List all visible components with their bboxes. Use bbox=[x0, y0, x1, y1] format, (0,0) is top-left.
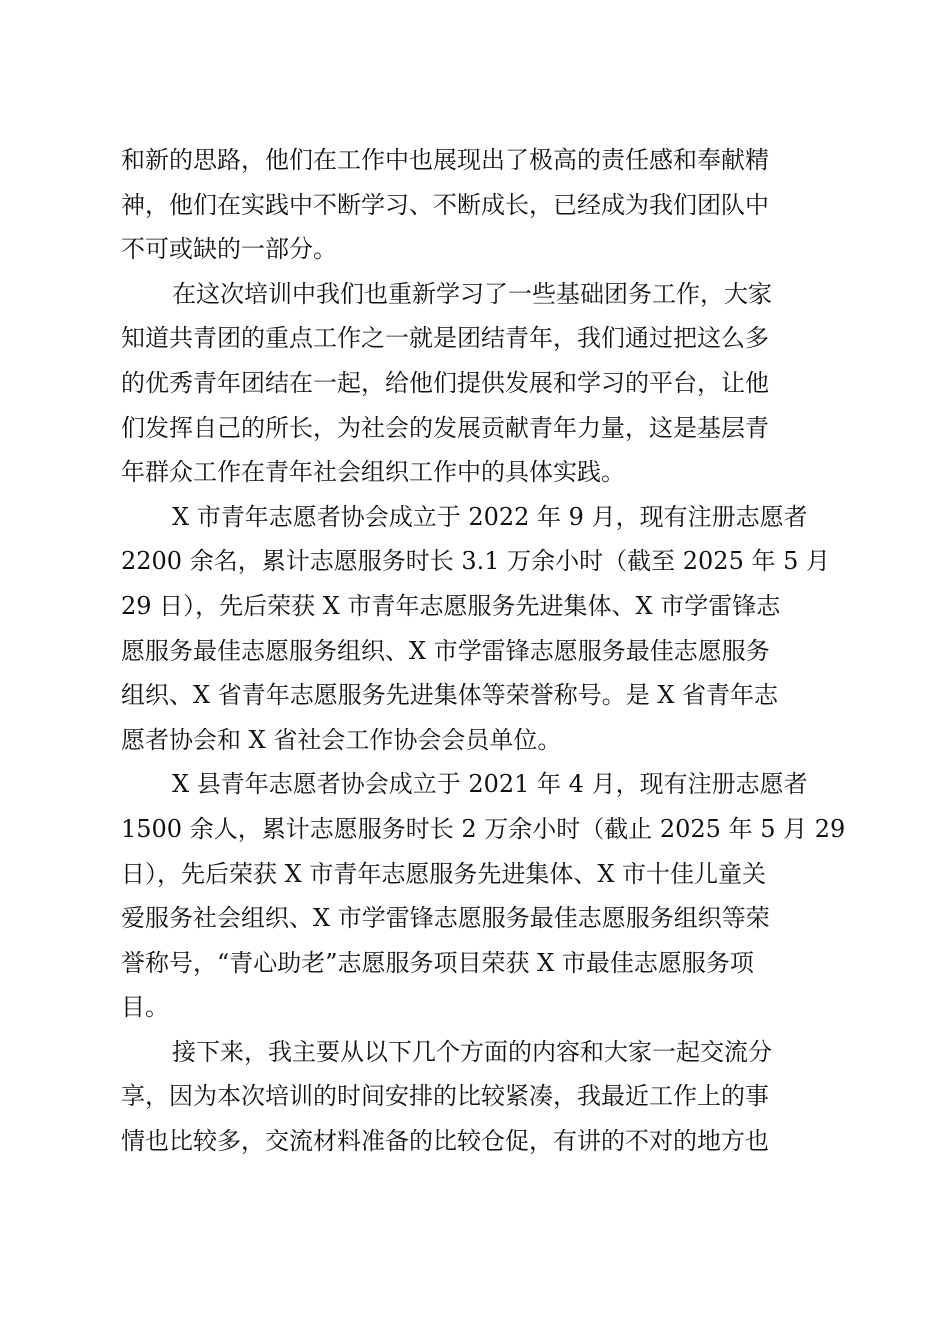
paragraph-1 bbox=[121, 138, 825, 272]
paragraph-line: 不可或缺的一部分。 bbox=[121, 235, 337, 264]
paragraph-line: 知道共青团的重点工作之一就是团结青年，我们通过把这么多 bbox=[121, 324, 769, 353]
paragraph-line: 1500 余人，累计志愿服务时长 2 万余小时（截止 2025 年 5 月 29 bbox=[121, 814, 846, 843]
paragraph-first-line: X 县青年志愿者协会成立于 2021 年 4 月，现有注册志愿者 bbox=[172, 770, 808, 799]
paragraph-line: 目。 bbox=[121, 993, 169, 1022]
paragraph-line: 愿服务最佳志愿服务组织、X 市学雷锋志愿服务最佳志愿服务 bbox=[121, 636, 770, 665]
paragraph-first-line: 在这次培训中我们也重新学习了一些基础团务工作，大家 bbox=[172, 279, 772, 308]
paragraph-5 bbox=[121, 1030, 825, 1164]
paragraph-first-line: X 市青年志愿者协会成立于 2022 年 9 月，现有注册志愿者 bbox=[172, 502, 808, 531]
paragraph-line: 和新的思路，他们在工作中也展现出了极高的责任感和奉献精 bbox=[121, 146, 769, 174]
paragraph-line: 日），先后荣获 X 市青年志愿服务先进集体、X 市十佳儿童关 bbox=[121, 859, 767, 888]
paragraph-line: 年群众工作在青年社会组织工作中的具体实践。 bbox=[121, 458, 625, 487]
paragraph-4 bbox=[121, 762, 846, 1030]
paragraph-line: 誉称号，“青心助老”志愿服务项目荣获 X 市最佳志愿服务项 bbox=[121, 948, 754, 977]
paragraph-line: 的优秀青年团结在一起，给他们提供发展和学习的平台，让他 bbox=[121, 368, 769, 397]
paragraph-2 bbox=[121, 272, 825, 495]
document-body bbox=[121, 138, 846, 1164]
paragraph-line: 享，因为本次培训的时间安排的比较紧凑，我最近工作上的事 bbox=[121, 1082, 769, 1111]
paragraph-first-line: 接下来，我主要从以下几个方面的内容和大家一起交流分 bbox=[172, 1037, 772, 1066]
paragraph-line: 愿者协会和 X 省社会工作协会会员单位。 bbox=[121, 725, 562, 754]
paragraph-line: 神，他们在实践中不断学习、不断成长，已经成为我们团队中 bbox=[121, 190, 769, 219]
paragraph-line: 爱服务社会组织、X 市学雷锋志愿服务最佳志愿服务组织等荣 bbox=[121, 904, 770, 933]
paragraph-line: 29 日），先后荣获 X 市青年志愿服务先进集体、X 市学雷锋志 bbox=[121, 591, 781, 620]
paragraph-line: 们发挥自己的所长，为社会的发展贡献青年力量，这是基层青 bbox=[121, 413, 769, 442]
paragraph-line: 组织、X 省青年志愿服务先进集体等荣誉称号。是 X 省青年志 bbox=[121, 681, 779, 710]
paragraph-line: 2200 余名，累计志愿服务时长 3.1 万余小时（截至 2025 年 5 月 bbox=[121, 547, 830, 576]
paragraph-line: 情也比较多，交流材料准备的比较仓促，有讲的不对的地方也 bbox=[121, 1127, 769, 1156]
paragraph-3 bbox=[121, 495, 830, 763]
